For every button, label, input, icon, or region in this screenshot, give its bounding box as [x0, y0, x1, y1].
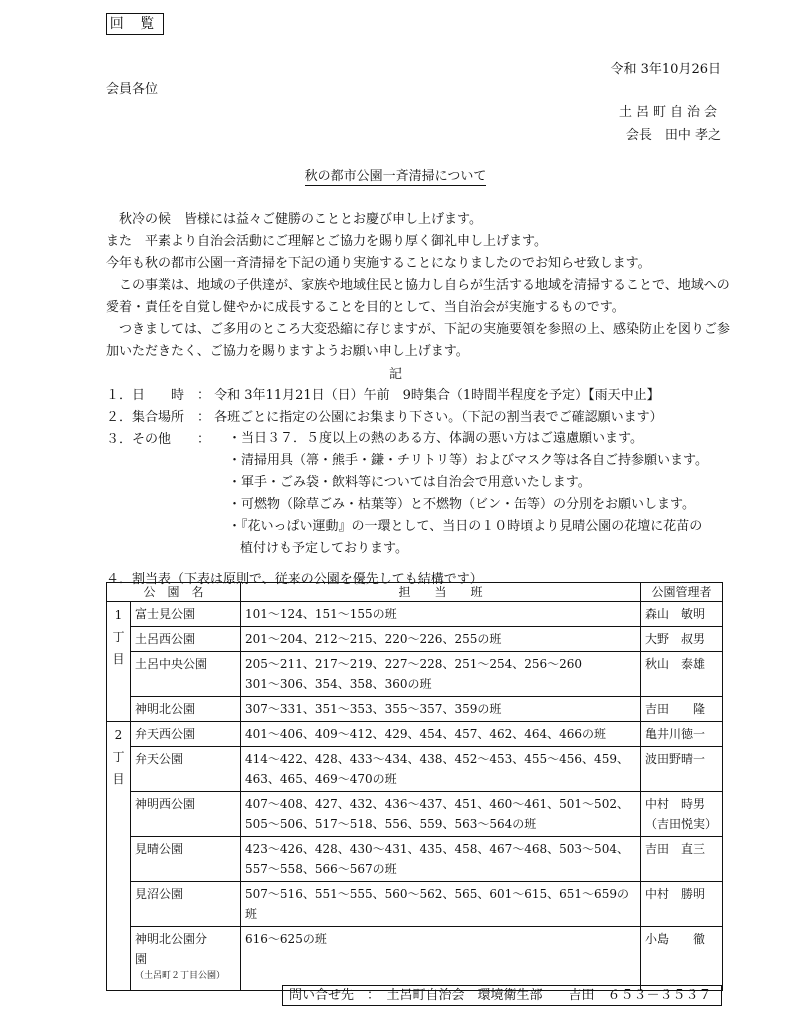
body-text — [106, 209, 734, 363]
circular-stamp: 回 覧 — [106, 13, 164, 35]
table-row — [107, 837, 723, 882]
park-note: （土呂町２丁目公園） — [135, 971, 226, 981]
paragraph: この事業は、地域の子供達が、家族や地域住民と協力し自らが生活する地域を清掃することで、地域への愛着・責任を自覚し健やかに成長することを目的として、当自治会が実施するものです。 — [106, 278, 730, 315]
contact-box: 問い合せ先 ： 土呂町自治会 環境衛生部 吉田 ６５３－３５３７ — [282, 985, 722, 1006]
group-list: 307～331、351～353、355～357、359の班 — [241, 697, 641, 722]
item-value: 令和 3年11月21日（日）午前 9時集合（1時間半程度を予定）【雨天中止】 — [214, 388, 660, 403]
park-name: 神明西公園 — [131, 792, 241, 837]
issue-date: 令和 3年10月26日 — [610, 62, 721, 77]
chome-2: 2 丁 目 — [107, 722, 131, 991]
item-label: １．日 時 ： — [106, 388, 211, 403]
park-name: 弁天公園 — [131, 747, 241, 792]
chairman-name: 会長 田中 孝之 — [625, 128, 721, 143]
item-other — [106, 428, 210, 447]
other-item: ・清掃用具（箒・熊手・鎌・チリトリ等）およびマスク等は各自ご持参願います。 — [228, 453, 708, 468]
other-item: ・軍手・ごみ袋・飲料等については自治会で用意いたします。 — [228, 475, 591, 490]
group-list: 201～204、212～215、220～226、255の班 — [241, 627, 641, 652]
manager: 吉田 隆 — [641, 697, 723, 722]
manager: 森山 敏明 — [641, 602, 723, 627]
chome-1: 1 丁 目 — [107, 602, 131, 722]
assignment-table — [106, 582, 723, 991]
table-row — [107, 652, 723, 697]
other-item: 植付けも予定しております。 — [240, 541, 408, 556]
park-name: 弁天西公園 — [131, 722, 241, 747]
manager: 波田野晴一 — [641, 747, 723, 792]
manager: 中村 勝明 — [641, 882, 723, 927]
table-row — [107, 792, 723, 837]
group-list: 205～211、217～219、227～228、251～254、256～260 301～306、354、358、360の班 — [241, 652, 641, 697]
assign-heading: ４．割当表（下表は原則で、従来の公園を優先しても結構です） — [106, 572, 483, 587]
table-row — [107, 882, 723, 927]
paragraph: 今年も秋の都市公園一斉清掃を下記の通り実施することになりましたのでお知らせ致します。 — [106, 256, 651, 271]
addressee: 会員各位 — [106, 82, 159, 97]
group-list: 101～124、151～155の班 — [241, 602, 641, 627]
group-list: 423～426、428、430～431、435、458、467～468、503～504、 557～558、566～567の班 — [241, 837, 641, 882]
item-value: 各班ごとに指定の公園にお集まり下さい。（下記の割当表でご確認願います） — [214, 410, 663, 425]
table-row — [107, 627, 723, 652]
manager: 中村 時男 （吉田悦実） — [641, 792, 723, 837]
item-place — [106, 406, 663, 425]
paragraph: つきましては、ご多用のところ大変恐縮に存じますが、下記の実施要領を参照の上、感染防止を図りご参加いただきたく、ご協力を賜りますようお願い申し上げます。 — [106, 322, 731, 359]
table-row — [107, 722, 723, 747]
group-list: 507～516、551～555、560～562、565、601～615、651～659の 班 — [241, 882, 641, 927]
park-name: 見沼公園 — [131, 882, 241, 927]
other-item: ・当日３７．５度以上の熱のある方、体調の悪い方はご遠慮願います。 — [228, 431, 643, 446]
group-list: 407～408、427、432、436～437、451、460～461、501～502、 505～506、517～518、556、559、563～564の班 — [241, 792, 641, 837]
park-name: 神明北公園 — [131, 697, 241, 722]
item-date — [106, 384, 660, 403]
manager: 吉田 直三 — [641, 837, 723, 882]
group-list: 414～422、428、433～434、438、452～453、455～456、459、 463、465、469～470の班 — [241, 747, 641, 792]
park-name: 神明北公園分 園 （土呂町２丁目公園） — [131, 927, 241, 991]
ki-marker: 記 — [388, 367, 402, 382]
paragraph: 秋冷の候 皆様には益々ご健勝のこととお慶び申し上げます。 — [119, 212, 482, 227]
table-row — [107, 927, 723, 991]
table-row — [107, 697, 723, 722]
other-item: ・可燃物（除草ごみ・枯葉等）と不燃物（ビン・缶等）の分別をお願いします。 — [228, 497, 695, 512]
table-row — [107, 747, 723, 792]
park-name: 土呂西公園 — [131, 627, 241, 652]
group-list: 401～406、409～412、429、454、457、462、464、466の班 — [241, 722, 641, 747]
park-name: 富士見公園 — [131, 602, 241, 627]
park-name: 土呂中央公園 — [131, 652, 241, 697]
manager: 秋山 泰雄 — [641, 652, 723, 697]
organization-name: 土呂町自治会 — [618, 105, 721, 120]
header-groups: 担 当 班 — [241, 583, 641, 602]
manager: 大野 叔男 — [641, 627, 723, 652]
other-item: ・『花いっぱい運動』の一環として、当日の１０時頃より見晴公園の花壇に花苗の — [228, 519, 703, 534]
item-label: ２．集合場所 ： — [106, 410, 211, 425]
header-manager: 公園管理者 — [641, 583, 723, 602]
manager: 小島 徹 — [641, 927, 723, 991]
item-label: ３．その他 ： — [106, 432, 211, 447]
table-header-row — [107, 583, 723, 602]
table-row — [107, 602, 723, 627]
group-list: 616～625の班 — [241, 927, 641, 991]
manager: 亀井川徳一 — [641, 722, 723, 747]
park-name: 見晴公園 — [131, 837, 241, 882]
header-park: 公 園 名 — [107, 583, 241, 602]
paragraph: また 平素より自治会活動にご理解とご協力を賜り厚く御礼申し上げます。 — [106, 234, 547, 249]
document-title: 秋の都市公園一斉清掃について — [304, 169, 487, 184]
other-list — [228, 428, 708, 560]
